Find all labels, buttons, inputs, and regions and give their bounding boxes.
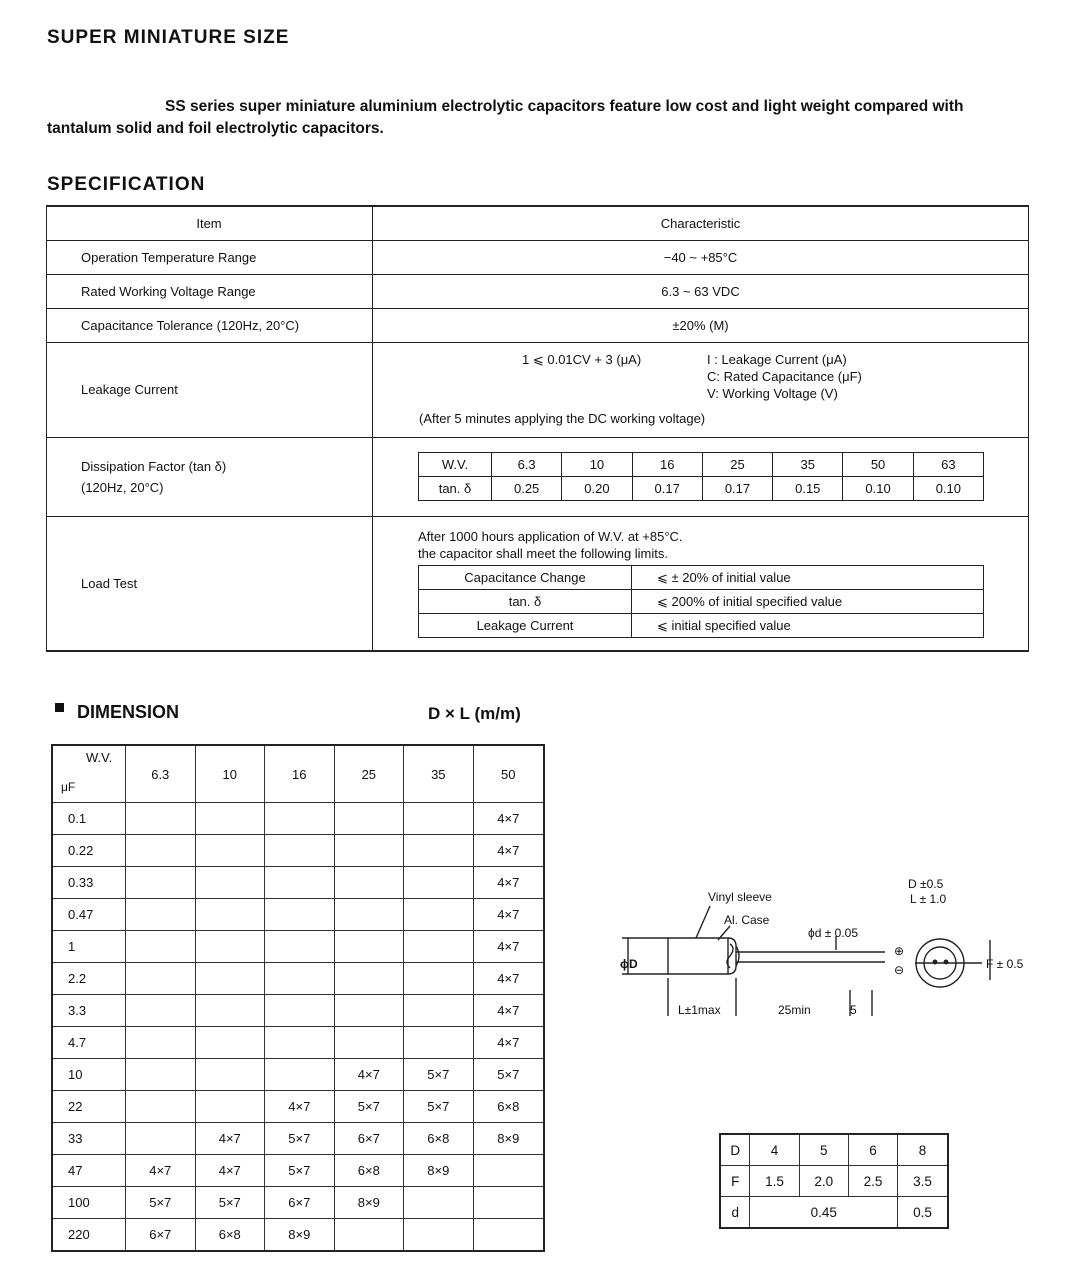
dim-size [126,867,196,899]
dim-size [195,995,265,1027]
df-tan: 0.25 [492,477,562,501]
load-key: Capacitance Change [419,566,632,590]
dim-size [334,835,404,867]
dim-uf-label: μF [61,780,76,794]
dim-size: 4×7 [195,1123,265,1155]
dim-size: 4×7 [473,995,544,1027]
load-val: ⩽ 200% of initial specified value [632,590,984,614]
dim-row [52,899,544,931]
dim-size [404,835,474,867]
dim-size: 4×7 [265,1091,335,1123]
dim-size [195,1027,265,1059]
dimension-unit: D × L (m/m) [428,704,521,723]
ft-lead-label: d [720,1197,750,1229]
dim-voltage: 25 [334,745,404,803]
dim-row [52,1123,544,1155]
dim-size: 8×9 [265,1219,335,1252]
dim-size: 5×7 [404,1091,474,1123]
spec-value: 6.3 ~ 63 VDC [373,274,1029,308]
capacitor-drawing [610,870,1050,1030]
dim-size [195,1059,265,1091]
dim-size [126,1091,196,1123]
dim-size [265,931,335,963]
spec-head-item: Item [47,206,373,240]
dim-size [404,963,474,995]
ft-lead-small: 0.45 [750,1197,898,1229]
dim-size: 6×8 [473,1091,544,1123]
spec-item-leakage: Leakage Current [47,342,373,437]
dim-size: 6×8 [334,1155,404,1187]
dim-capacitance: 3.3 [52,995,126,1027]
dim-size: 4×7 [334,1059,404,1091]
intro-line-2: tantalum solid and foil electrolytic capacitors. [47,120,384,137]
dim-size: 6×8 [195,1219,265,1252]
dim-size [265,803,335,835]
dim-size [126,963,196,995]
dim-size [404,931,474,963]
ft-f: 2.5 [848,1166,897,1197]
dim-capacitance: 0.33 [52,867,126,899]
dim-size: 5×7 [265,1155,335,1187]
dim-capacitance: 1 [52,931,126,963]
dim-row [52,1155,544,1187]
dim-row [52,1091,544,1123]
dim-size: 8×9 [334,1187,404,1219]
dim-size [404,803,474,835]
ft-d: 8 [898,1134,948,1166]
dim-row [52,931,544,963]
dim-size: 6×7 [265,1187,335,1219]
dim-voltage: 16 [265,745,335,803]
dim-size: 5×7 [265,1123,335,1155]
df-tan-label: tan. δ [419,477,492,501]
dim-size [126,1059,196,1091]
ft-f: 2.0 [799,1166,848,1197]
spec-value: −40 ~ +85°C [373,240,1029,274]
d-tolerance-label: D ±0.5 [908,877,944,891]
al-case-label: Al. Case [724,913,770,927]
ft-d-label: D [720,1134,750,1166]
load-key: tan. δ [419,590,632,614]
lead-end-label: 5 [850,1003,857,1017]
dim-size [265,995,335,1027]
leakage-cell [373,342,1029,437]
load-key: Leakage Current [419,614,632,638]
dim-size: 8×9 [404,1155,474,1187]
dim-size [334,803,404,835]
leakage-note: (After 5 minutes applying the DC working voltage) [419,410,706,426]
dim-row [52,803,544,835]
dim-size: 4×7 [473,899,544,931]
dim-corner [52,745,126,803]
dim-row [52,835,544,867]
spec-item: Capacitance Tolerance (120Hz, 20°C) [47,308,373,342]
dim-capacitance: 220 [52,1219,126,1252]
intro-line-1: SS series super miniature aluminium electrolytic capacitors feature low cost and light weight compared with [165,98,964,115]
dim-size [195,899,265,931]
df-tan: 0.17 [702,477,772,501]
dim-size: 4×7 [126,1155,196,1187]
dim-size: 5×7 [126,1187,196,1219]
dim-size [126,835,196,867]
spec-item-load: Load Test [47,516,373,651]
ft-d: 5 [799,1134,848,1166]
dim-size [195,1091,265,1123]
ft-d: 6 [848,1134,897,1166]
dim-voltage: 50 [473,745,544,803]
df-wv: 25 [702,453,772,477]
dim-capacitance: 33 [52,1123,126,1155]
load-table [418,565,984,638]
leakage-formula: 1 ⩽ 0.01CV + 3 (μA) [522,351,642,367]
dim-size [126,803,196,835]
dim-row [52,963,544,995]
lead-length-label: 25min [778,1003,811,1017]
load-line-1: After 1000 hours application of W.V. at +85°C. [418,529,683,545]
df-tan: 0.20 [562,477,632,501]
spec-item: Rated Working Voltage Range [47,274,373,308]
dim-size [473,1187,544,1219]
dim-size [473,1219,544,1252]
dim-row [52,995,544,1027]
dim-size [334,899,404,931]
load-cell [373,516,1029,651]
df-tan: 0.17 [632,477,702,501]
dim-size [334,995,404,1027]
dim-size: 8×9 [473,1123,544,1155]
dim-size: 4×7 [473,835,544,867]
dim-size [265,867,335,899]
bullet-square-icon [55,703,64,712]
dim-capacitance: 100 [52,1187,126,1219]
dim-size: 4×7 [473,803,544,835]
dim-size [195,867,265,899]
load-val: ⩽ initial specified value [632,614,984,638]
dim-size [126,1027,196,1059]
ft-f: 1.5 [750,1166,799,1197]
dim-row [52,1219,544,1252]
dim-size [265,1059,335,1091]
dim-size [334,1219,404,1252]
dim-size [404,995,474,1027]
dim-size [195,835,265,867]
dim-size [404,1027,474,1059]
dim-size: 4×7 [473,1027,544,1059]
dim-size [265,1027,335,1059]
load-line-2: the capacitor shall meet the following limits. [418,546,669,562]
length-label: L±1max [678,1003,721,1017]
df-wv-label: W.V. [419,453,492,477]
dim-size [404,899,474,931]
dim-row [52,1187,544,1219]
dim-size: 5×7 [195,1187,265,1219]
dim-size [126,1123,196,1155]
dim-size [265,899,335,931]
df-wv: 50 [843,453,913,477]
minus-icon: ⊖ [894,963,905,977]
dissipation-label-1: Dissipation Factor (tan δ) [81,458,227,474]
lead-spacing-table [719,1133,949,1229]
dim-size [195,803,265,835]
df-wv: 6.3 [492,453,562,477]
dim-size [265,963,335,995]
df-tan: 0.15 [773,477,843,501]
spec-item: Operation Temperature Range [47,240,373,274]
dim-size [404,1219,474,1252]
ft-f-label: F [720,1166,750,1197]
dim-capacitance: 47 [52,1155,126,1187]
dimension-title: DIMENSION [77,702,180,722]
dim-capacitance: 10 [52,1059,126,1091]
dim-row [52,1027,544,1059]
dim-size: 4×7 [195,1155,265,1187]
dim-capacitance: 0.1 [52,803,126,835]
dim-row [52,867,544,899]
load-val: ⩽ ± 20% of initial value [632,566,984,590]
lead-diameter-label: ϕd ± 0.05 [808,926,859,940]
dim-capacitance: 0.22 [52,835,126,867]
dim-voltage: 10 [195,745,265,803]
dim-size: 5×7 [334,1091,404,1123]
leakage-legend-3: V: Working Voltage (V) [707,385,838,401]
dim-capacitance: 0.47 [52,899,126,931]
dim-size [195,963,265,995]
dissipation-table [418,452,984,501]
page-title: SUPER MINIATURE SIZE [47,27,290,48]
dim-size: 4×7 [473,931,544,963]
capacitor-body [668,938,736,974]
df-wv: 35 [773,453,843,477]
dim-voltage: 6.3 [126,745,196,803]
dim-size: 6×8 [404,1123,474,1155]
dimension-table [51,744,545,1252]
df-tan: 0.10 [913,477,983,501]
dim-size [334,867,404,899]
dim-size: 4×7 [473,867,544,899]
df-wv: 63 [913,453,983,477]
l-tolerance-label: L ± 1.0 [910,892,947,906]
df-wv: 10 [562,453,632,477]
spec-value: ±20% (M) [373,308,1029,342]
dim-size [334,1027,404,1059]
dim-size: 5×7 [404,1059,474,1091]
dim-size [126,931,196,963]
dim-size [334,963,404,995]
body-diameter-label: ϕD [620,957,638,971]
leakage-legend-1: I : Leakage Current (μA) [707,351,847,367]
spec-item-dissipation [47,437,373,516]
dim-capacitance: 2.2 [52,963,126,995]
dim-size: 6×7 [334,1123,404,1155]
dim-row [52,1059,544,1091]
ft-lead-large: 0.5 [898,1197,948,1229]
dissipation-label-2: (120Hz, 20°C) [81,479,164,495]
ft-d: 4 [750,1134,799,1166]
f-tolerance-label: F ± 0.5 [986,957,1024,971]
spec-head-char: Characteristic [373,206,1029,240]
df-wv: 16 [632,453,702,477]
df-tan: 0.10 [843,477,913,501]
dim-voltage: 35 [404,745,474,803]
dissipation-cell [373,437,1029,516]
dim-size [404,1187,474,1219]
dim-size [334,931,404,963]
dim-size: 6×7 [126,1219,196,1252]
vinyl-sleeve-label: Vinyl sleeve [708,890,772,904]
dim-size [404,867,474,899]
dim-capacitance: 4.7 [52,1027,126,1059]
dim-size [473,1155,544,1187]
plus-icon: ⊕ [894,944,905,958]
dim-size [126,899,196,931]
dim-size: 5×7 [473,1059,544,1091]
leakage-legend-2: C: Rated Capacitance (μF) [707,368,862,384]
spec-title: SPECIFICATION [47,174,206,195]
spec-table [46,205,1029,652]
dim-size [195,931,265,963]
dim-size [126,995,196,1027]
dim-size [265,835,335,867]
dim-capacitance: 22 [52,1091,126,1123]
dim-wv-label: W.V. [86,750,113,765]
dim-size: 4×7 [473,963,544,995]
ft-f: 3.5 [898,1166,948,1197]
